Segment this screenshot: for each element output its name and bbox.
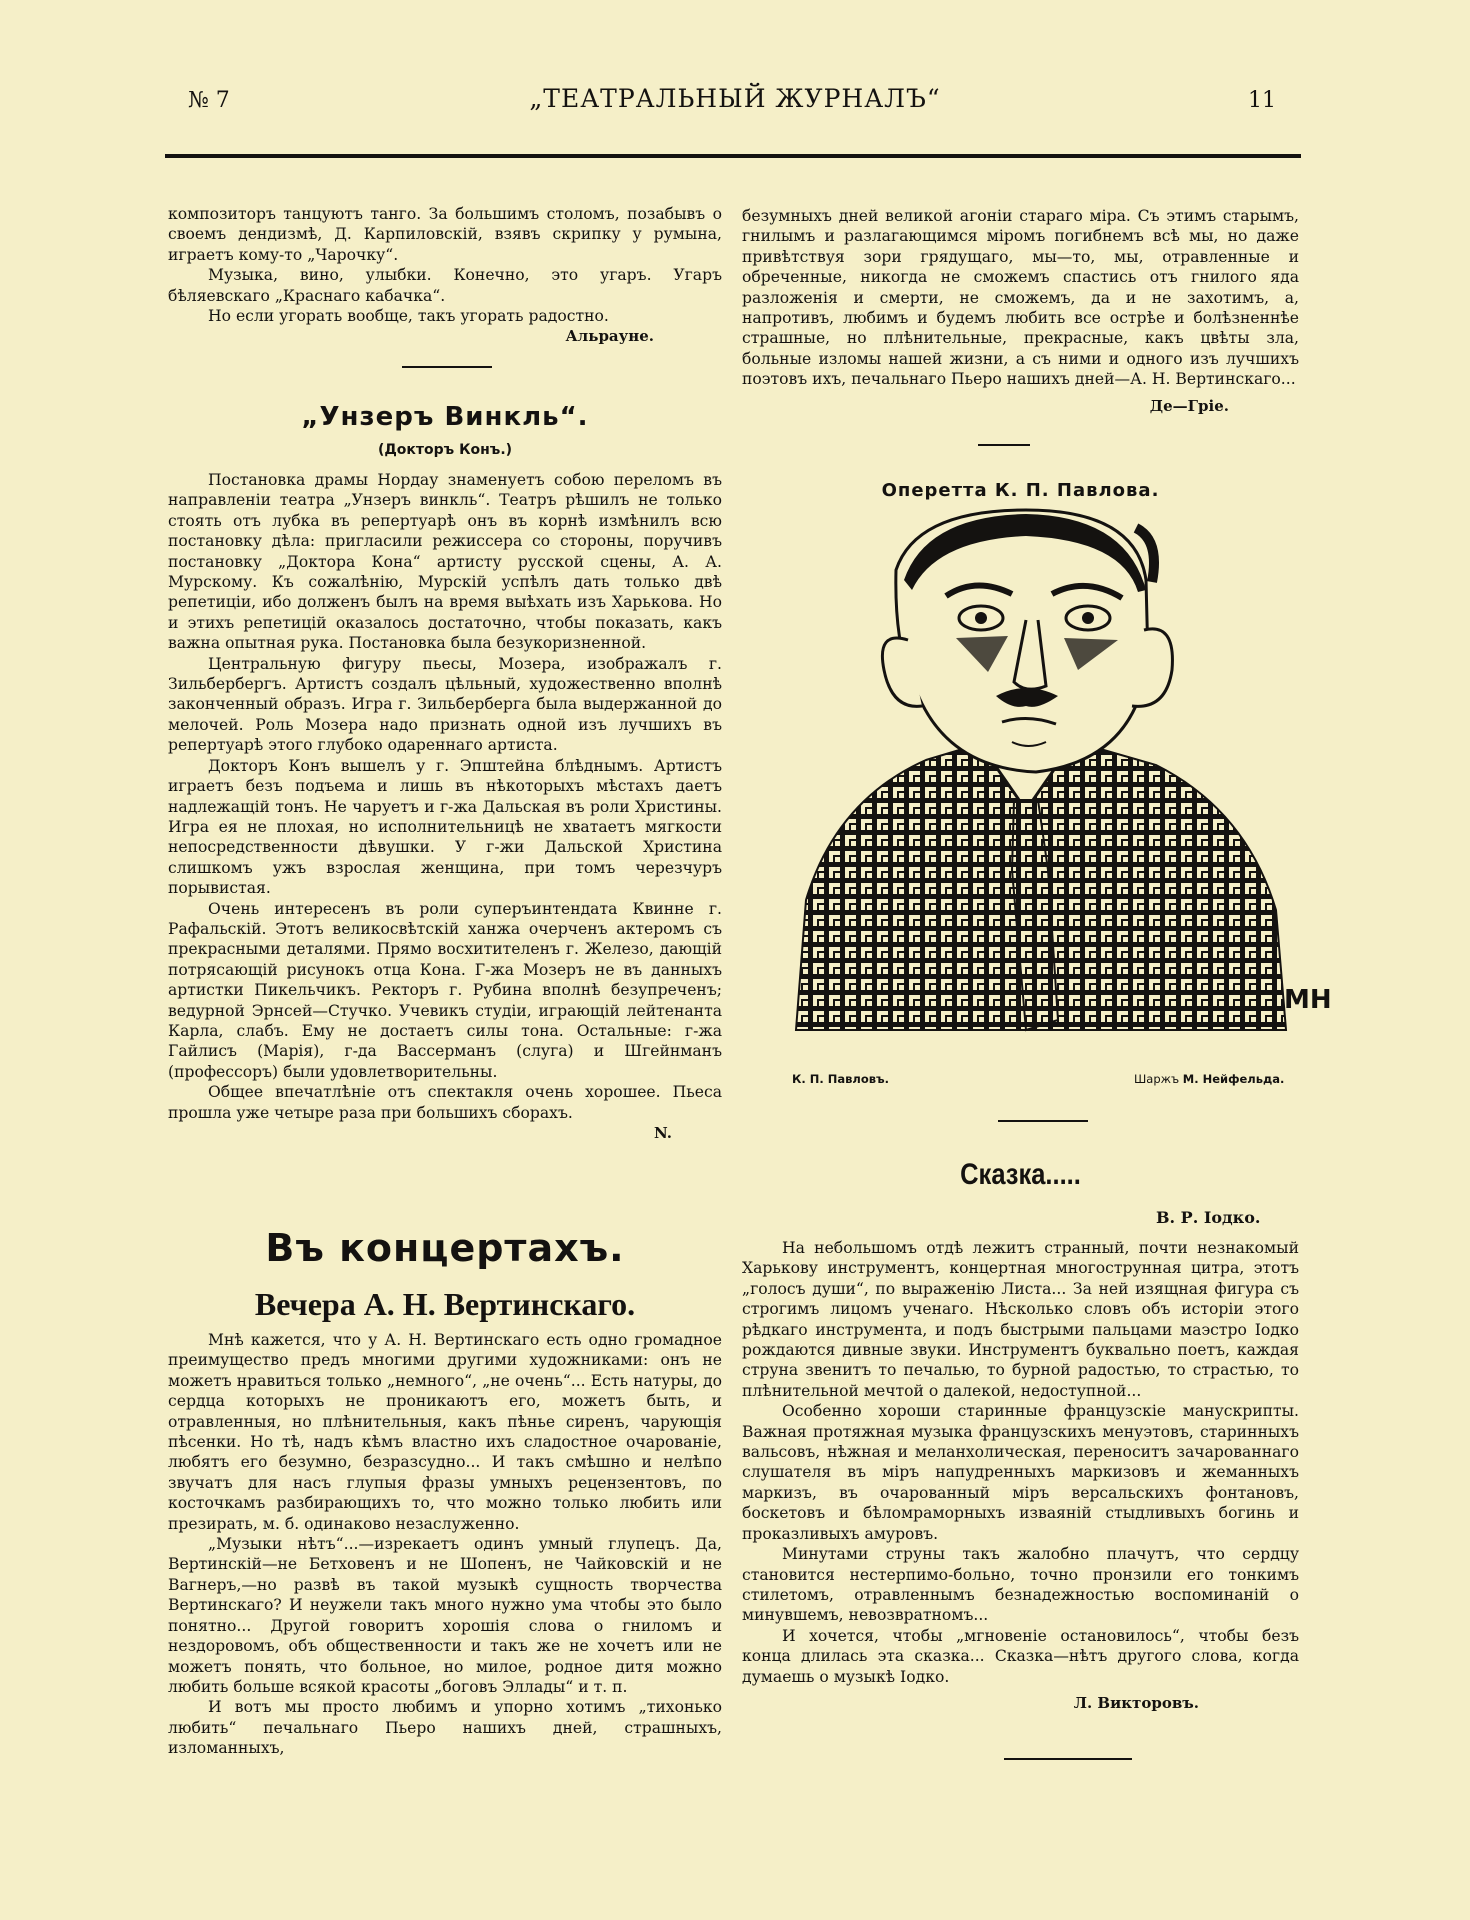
skazka-title: Сказка..... [960, 1158, 1081, 1191]
intro-signature: Альрауне. [565, 327, 654, 346]
artist-monogram: МН [1284, 985, 1332, 1015]
skazka-paragraph-4: И хочется, чтобы „мгновеніе остановилось“, чтобы безъ конца длилась эта сказка... Сказка—нѣтъ другого слова, когда думаешь о музыкѣ Іодко. [742, 1626, 1299, 1686]
unzer-paragraph-3: Докторъ Конъ вышелъ у г. Эпштейна блѣднымъ. Артистъ играетъ безъ подъема и лишь въ нѣкоторыхъ мѣстахъ даетъ надлежащій тонъ. Не чаруетъ и г-жа Дальская въ роли Христины. Игра ея не плохая, но исполнительницѣ не хватаетъ мягкости непосредственности дѣвушки. У г-жи Дальской Христина слишкомъ ужъ взрослая женщина, при томъ черезчуръ порывистая. [168, 756, 722, 898]
unzer-paragraph-2: Центральную фигуру пьесы, Мозера, изображалъ г. Зильбербергъ. Артистъ создалъ цѣльный, художественно вполнѣ законченный образъ. Игра г. Зильберберга была выдержанной до мелочей. Роль Мозера надо признать одной изъ лучшихъ въ репертуарѣ этого глубоко одареннаго артиста. [168, 654, 722, 755]
operetta-title: Оперетта К. П. Павлова. [881, 480, 1160, 501]
header-rule [165, 154, 1301, 158]
page-number: 11 [1248, 88, 1276, 113]
skazka-article [742, 1238, 1299, 1713]
continuation-signature: Де—Гріе. [1149, 396, 1229, 415]
skazka-paragraph-3: Минутами струны такъ жалобно плачутъ, что сердцу становится нестерпимо-больно, точно пронзили его тонкимъ стилетомъ, отравленнымъ безнадежностью воспоминаній о минувшемъ, невозвратномъ... [742, 1545, 1299, 1625]
vertinsky-title: Вечера А. Н. Вертинскаго. [254, 1286, 636, 1322]
concert-title: Въ концертахъ. [265, 1226, 625, 1270]
journal-title: „ТЕАТРАЛЬНЫЙ ЖУРНАЛЪ“ [529, 84, 941, 113]
issue-number: № 7 [188, 88, 230, 113]
unzer-title: „Унзеръ Винкль“. [301, 402, 589, 432]
separator [998, 1120, 1088, 1122]
intro-paragraph-2: Музыка, вино, улыбки. Конечно, это угаръ. Угаръ бѣляевскаго „Краснаго кабачка“. [168, 266, 722, 305]
intro-article [168, 204, 722, 347]
unzer-paragraph-5: Общее впечатлѣніе отъ спектакля очень хорошее. Пьеса прошла уже четыре раза при большихъ сборахъ. [168, 1083, 722, 1122]
separator [978, 444, 1030, 446]
vertinsky-article [168, 1330, 722, 1759]
skazka-paragraph-2: Особенно хороши старинные французскіе манускрипты. Важная протяжная музыка французскихъ менуэтовъ, старинныхъ вальсовъ, нѣжная и меланхолическая, переноситъ зачарованнаго слушателя въ міръ напудренныхъ маркизовъ и жеманныхъ маркизъ, въ очарованный міръ версальскихъ фонтановъ, боскетовъ и бѣломраморныхъ изваяній стыдливыхъ богинь и проказливыхъ амуровъ. [742, 1402, 1299, 1543]
caption-subject: К. П. Павловъ. [792, 1072, 890, 1086]
unzer-signature: N. [654, 1124, 672, 1142]
vertinsky-paragraph-3: И вотъ мы просто любимъ и упорно хотимъ „тихонько любить“ печальнаго Пьеро нашихъ дней, страшныхъ, изломанныхъ, [168, 1698, 722, 1758]
intro-paragraph-3: Но если угорать вообще, такъ угорать радостно. [208, 307, 609, 326]
unzer-article [168, 470, 722, 1143]
separator [402, 366, 492, 368]
caption-artist [1134, 1072, 1284, 1086]
skazka-author: В. Р. Іодко. [1156, 1208, 1261, 1227]
vertinsky-continuation [742, 206, 1299, 416]
pavlov-caricature [776, 510, 1332, 1040]
caption-artist-name: М. Нейфельда. [1182, 1072, 1285, 1086]
continuation-paragraph: безумныхъ дней великой агоніи стараго міра. Съ этимъ старымъ, гнилымъ и разлагающимся міромъ погибнемъ всѣ мы, но даже привѣтствуя зори грядущаго, мы—то, мы, отравленные и обреченные, никогда не сможемъ спастись отъ гнилого яда разложенія и смерти, не сможемъ, да и не захотимъ, а, напротивъ, любимъ и будемъ любить все острѣе и болѣзненнѣе страшные, но плѣнительные, прекрасные, какъ цвѣты зла, больные изломы нашей жизни, а съ ними и одного изъ лучшихъ поэтовъ ихъ, печальнаго Пьеро нашихъ дней—А. Н. Вертинскаго... [742, 207, 1299, 389]
caption-artist-prefix: Шаржъ [1134, 1072, 1180, 1086]
unzer-paragraph-1: Постановка драмы Нордау знаменуетъ собою переломъ въ направленіи театра „Унзеръ винкль“. Театръ рѣшилъ не только стоять отъ лубка въ репертуарѣ онъ въ корнѣ измѣнилъ всю постановку дѣла: пригласили режиссера со стороны, поручивъ постановку „Доктора Кона“ артисту русской сцены, А. А. Мурскому. Къ сожалѣнію, Мурскій успѣлъ дать только двѣ репетиціи, ибо долженъ былъ на время выѣхать изъ Харькова. Но и этихъ репетицій оказалось достаточно, чтобы показать, какъ важна опытная рука. Постановка была безукоризненной. [168, 471, 722, 653]
vertinsky-paragraph-1: Мнѣ кажется, что у А. Н. Вертинскаго есть одно громадное преимущество предъ многими другими художниками: онъ не можетъ нравиться только „немного“, „не очень“... Есть натуры, до сердца которыхъ не проникаютъ его, можетъ быть, и отравленныя, но плѣнительныя, какъ пѣнье сиренъ, чарующія пѣсенки. Но тѣ, надъ кѣмъ властно ихъ сладостное очарованіе, любятъ его безумно, безразсудно... И такъ смѣшно и нелѣпо звучатъ для насъ глупыя фразы умныхъ рецензентовъ, по косточкамъ разбирающихъ то, что можно только любить или презирать, м. б. одинаково незаслуженно. [168, 1331, 722, 1533]
skazka-paragraph-1: На небольшомъ отдѣ лежитъ странный, почти незнакомый Харькову инструментъ, концертная многострунная цитра, этотъ „голосъ души“, по выраженію Листа... За ней изящная фигура съ строгимъ лицомъ ученаго. Нѣсколько словъ объ исторіи этого рѣдкаго инструмента, и подъ быстрыми пальцами маэстро Іодко рождаются дивные звуки. Инструментъ буквально поетъ, каждая струна звенитъ то печалью, то бурной радостью, то страстью, то плѣнительной мечтой о далекой, недоступной... [742, 1239, 1299, 1400]
vertinsky-paragraph-2: „Музыки нѣтъ“...—изрекаетъ одинъ умный глупецъ. Да, Вертинскій—не Бетховенъ и не Шопенъ, не Чайковскій и не Вагнеръ,—но развѣ въ такой музыкѣ сущность творчества Вертинскаго? И неужели такъ много нужно ума чтобы это было понятно... Другой говоритъ хорошія слова о гниломъ и нездоровомъ, объ общественности и такъ же не хочетъ или не можетъ понять, что больное, но милое, родное дитя можно любить больше всякой красоты „боговъ Эллады“ и т. п. [168, 1535, 722, 1696]
skazka-signature: Л. Викторовъ. [1073, 1693, 1199, 1712]
separator [1004, 1758, 1132, 1760]
unzer-subtitle: (Докторъ Конъ.) [377, 442, 513, 458]
intro-paragraph-1: композиторъ танцуютъ танго. За большимъ столомъ, позабывъ о своемъ дендизмѣ, Д. Карпиловскій, взявъ скрипку у румына, играетъ кому-то „Чарочку“. [168, 205, 722, 264]
unzer-paragraph-4: Очень интересенъ въ роли суперъинтендата Квинне г. Рафальскій. Этотъ великосвѣтскій ханжа очерченъ актеромъ съ прекрасными деталями. Прямо восхитителенъ г. Железо, дающій потрясающій рисунокъ отца Кона. Г-жа Мозеръ не въ данныхъ артистки Пикельчикъ. Ректоръ г. Рубина вполнѣ безупреченъ; ведурной Эрнсей—Стучко. Учевикъ студіи, играющій лейтенанта Карла, слабъ. Ему не достаетъ силы тона. Остальные: г-жа Гайлисъ (Марія), г-да Вассерманъ (слуга) и Шгейнманъ (профессоръ) были удовлетворительны. [168, 899, 722, 1081]
